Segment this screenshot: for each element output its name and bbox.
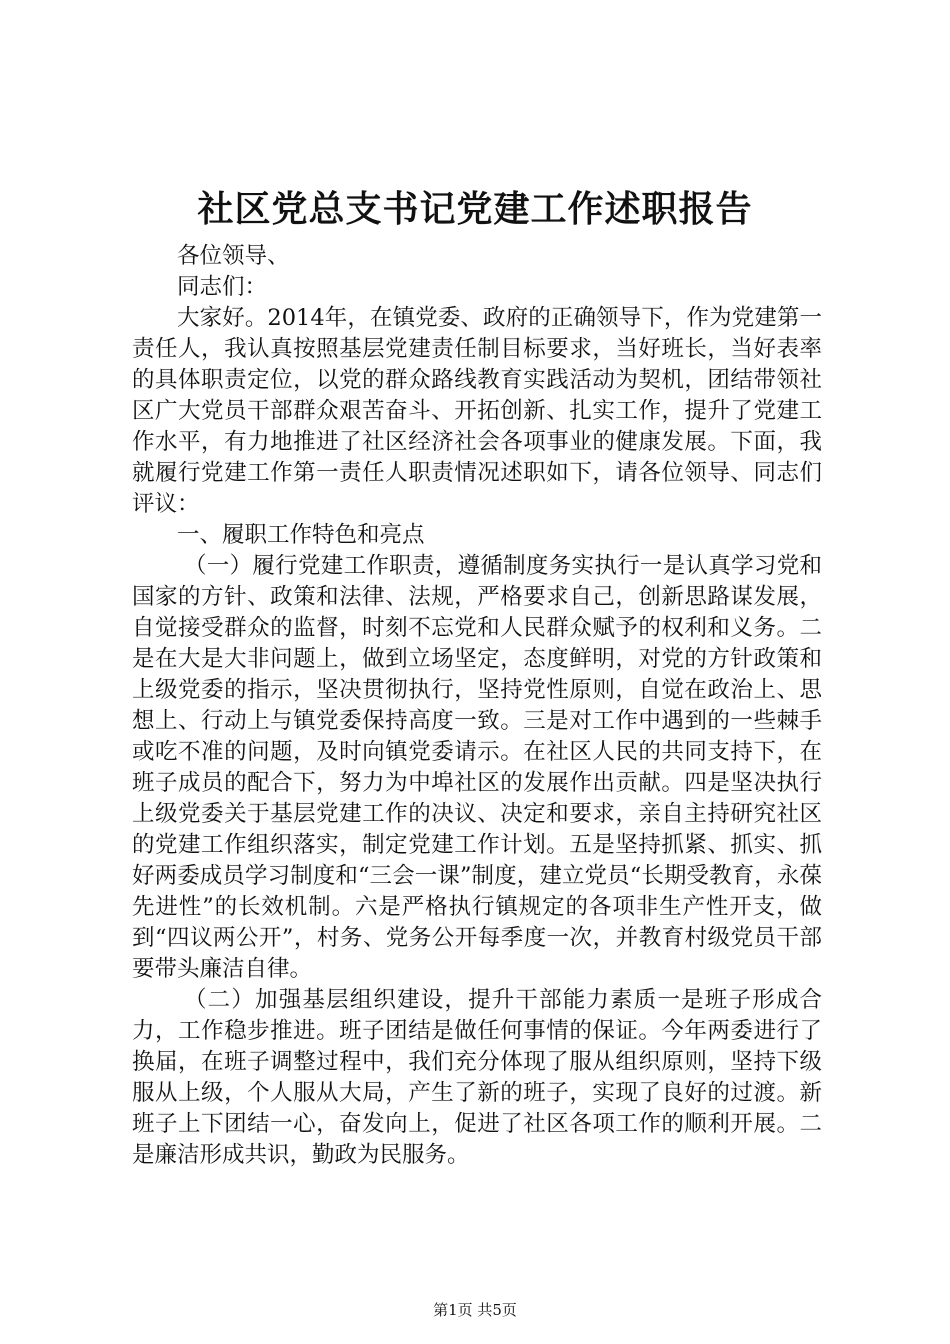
document-title: 社区党总支书记党建工作述职报告 (197, 188, 753, 230)
page-number-footer: 第1页 共5页 (433, 1301, 517, 1319)
document-body (132, 241, 822, 1171)
salutation-line-1: 各位领导、 (177, 243, 290, 269)
subsection-two-paragraph: （二）加强基层组织建设，提升干部能力素质一是班子形成合力，工作稳步推进。班子团结是做任何事情的保证。今年两委进行了换届，在班子调整过程中，我们充分体现了服从组织原则，坚持下级服从上级，个人服从大局，产生了新的班子，实现了良好的过渡。新班子上下团结一心，奋发向上，促进了社区各项工作的顺利开展。二是廉洁形成共识，勤政为民服务。 (132, 987, 822, 1168)
section-heading: 一、履职工作特色和亮点 (177, 522, 425, 548)
salutation-line-2: 同志们： (177, 274, 268, 300)
intro-paragraph: 大家好。2014年，在镇党委、政府的正确领导下，作为党建第一责任人，我认真按照基层党建责任制目标要求，当好班长，当好表率的具体职责定位，以党的群众路线教育实践活动为契机，团结带领社区广大党员干部群众艰苦奋斗、开拓创新、扎实工作，提升了党建工作水平，有力地推进了社区经济社会各项事业的健康发展。下面，我就履行党建工作第一责任人职责情况述职如下，请各位领导、同志们评议： (132, 305, 822, 517)
subsection-one-paragraph: （一）履行党建工作职责，遵循制度务实执行一是认真学习党和国家的方针、政策和法律、法规，严格要求自己，创新思路谋发展，自觉接受群众的监督，时刻不忘党和人民群众赋予的权利和义务。二是在大是大非问题上，做到立场坚定，态度鲜明，对党的方针政策和上级党委的指示，坚决贯彻执行，坚持党性原则，自觉在政治上、思想上、行动上与镇党委保持高度一致。三是对工作中遇到的一些棘手或吃不准的问题，及时向镇党委请示。在社区人民的共同支持下，在班子成员的配合下，努力为中埠社区的发展作出贡献。四是坚决执行上级党委关于基层党建工作的决议、决定和要求，亲自主持研究社区的党建工作组织落实，制定党建工作计划。五是坚持抓紧、抓实、抓好两委成员学习制度和“三会一课”制度，建立党员“长期受教育，永葆先进性”的长效机制。六是严格执行镇规定的各项非生产性开支，做到“四议两公开”，村务、党务公开每季度一次，并教育村级党员干部要带头廉洁自律。 (132, 553, 822, 982)
